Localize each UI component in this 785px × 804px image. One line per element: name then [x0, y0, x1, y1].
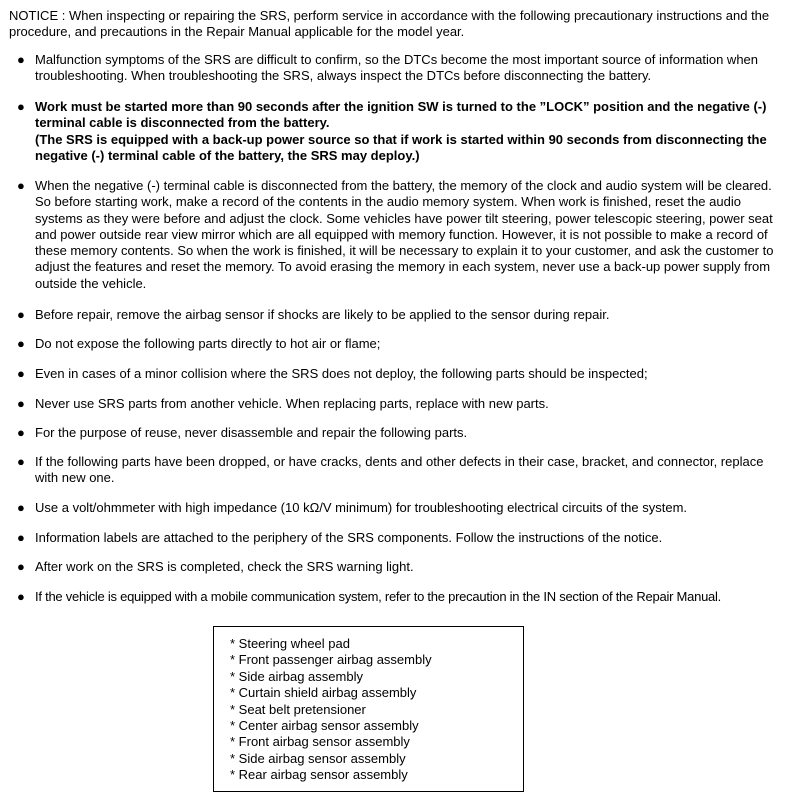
bullet-text: Work must be started more than 90 seconds after the ignition SW is turned to the ”LOCK” position and the negative (-) terminal cable is disconnected from the battery. [35, 99, 767, 131]
bullet-dot: ● [17, 99, 25, 114]
bullet-text: When the negative (-) terminal cable is disconnected from the battery, the memory of the clock and audio system will be cleared. So before starting work, make a record of the contents in the audio memory system. When work is finished, reset the audio systems as they were before and adjust the clock. Some vehicles have power tilt steering, power telescopic steering, power seat and power outside rear view mirror which are all equipped with memory function. However, it is not possible to make a record of these memory contents. So when the work is finished, it will be necessary to explain it to your customer, and ask the customer to adjust the features and reset the memory. To avoid erasing the memory in each system, never use a back-up power supply from outside the vehicle. [35, 178, 774, 291]
list-item [17, 589, 779, 605]
bullet-dot: ● [17, 454, 25, 469]
bullet-text: Information labels are attached to the periphery of the SRS components. Follow the instructions of the notice. [35, 530, 663, 545]
bullet-text: Malfunction symptoms of the SRS are difficult to confirm, so the DTCs become the most important source of information when troubleshooting. When troubleshooting the SRS, always inspect the DTCs before disconnecting the battery. [35, 52, 759, 84]
bullet-text: After work on the SRS is completed, check the SRS warning light. [35, 559, 414, 574]
bullet-text: Even in cases of a minor collision where the SRS does not deploy, the following parts should be inspected; [35, 366, 648, 381]
part-item: * Side airbag assembly [230, 668, 363, 684]
bullet-dot: ● [17, 336, 25, 351]
bullet-dot: ● [17, 52, 25, 67]
list-item [17, 178, 779, 292]
part-item: * Steering wheel pad [230, 636, 350, 651]
bullet-dot: ● [17, 307, 25, 322]
part-item: * Seat belt pretensioner [230, 701, 366, 717]
list-item [17, 559, 779, 575]
bullet-dot: ● [17, 500, 25, 515]
list-item [17, 52, 779, 85]
bullet-dot: ● [17, 589, 25, 604]
bullet-dot: ● [17, 178, 25, 193]
part-item: * Center airbag sensor assembly [230, 718, 419, 734]
bullet-text: If the vehicle is equipped with a mobile communication system, refer to the precaution in the IN section of the Repair Manual. [35, 589, 722, 604]
list-item [17, 500, 779, 516]
bullet-text: Before repair, remove the airbag sensor if shocks are likely to be applied to the sensor during repair. [35, 307, 610, 322]
list-item [17, 99, 779, 164]
part-item: * Rear airbag sensor assembly [230, 767, 408, 783]
list-item [17, 530, 779, 546]
list-item [17, 366, 779, 382]
part-item: * Front passenger airbag assembly [230, 652, 432, 668]
part-item: * Curtain shield airbag assembly [230, 685, 417, 701]
notice-paragraph: NOTICE : When inspecting or repairing the SRS, perform service in accordance with the following precautionary instructions and the procedure, and precautions in the Repair Manual applicable for the model year. [9, 8, 770, 40]
bullet-note: (The SRS is equipped with a back-up power source so that if work is started within 90 seconds from disconnecting the negative (-) terminal cable of the battery, the SRS may deploy.) [35, 131, 767, 163]
bullet-dot: ● [17, 396, 25, 411]
bullet-text: If the following parts have been dropped, or have cracks, dents and other defects in their case, bracket, and connector, replace with new one. [35, 454, 764, 486]
parts-list-box [213, 626, 524, 792]
list-item [17, 307, 779, 323]
part-item: * Side airbag sensor assembly [230, 750, 406, 766]
parts-list [230, 636, 432, 784]
list-item [17, 336, 779, 352]
bullet-dot: ● [17, 530, 25, 545]
part-item: * Front airbag sensor assembly [230, 734, 410, 750]
bullet-text: Use a volt/ohmmeter with high impedance (10 kΩ/V minimum) for troubleshooting electrical circuits of the system. [35, 500, 688, 515]
list-item [17, 425, 779, 441]
bullet-text: For the purpose of reuse, never disassemble and repair the following parts. [35, 425, 468, 440]
list-item [17, 454, 779, 487]
bullet-dot: ● [17, 366, 25, 381]
bullet-dot: ● [17, 425, 25, 440]
bullet-dot: ● [17, 559, 25, 574]
bullet-text: Never use SRS parts from another vehicle. When replacing parts, replace with new parts. [35, 396, 549, 411]
list-item [17, 396, 779, 412]
bullet-text: Do not expose the following parts directly to hot air or flame; [35, 336, 381, 351]
